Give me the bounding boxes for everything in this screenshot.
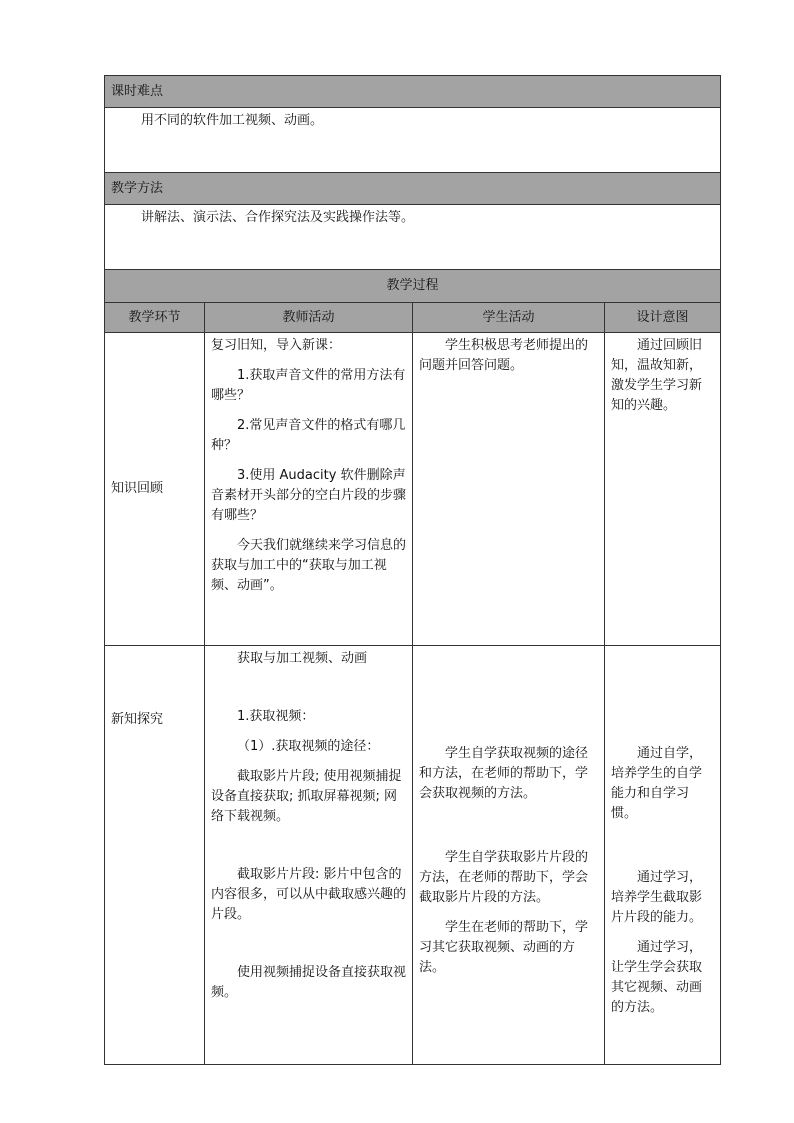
teacher-line: （1）.获取视频的途径： — [237, 739, 380, 754]
student-line: 学生自学获取影片片段的方法，在老师的帮助下，学会截取影片片段的方法。 — [419, 850, 589, 905]
teacher-line: 复习旧知，导入新课： — [211, 338, 342, 353]
intent-review — [605, 333, 721, 646]
teacher-activity-review — [205, 333, 413, 646]
column-header-intent: 设计意图 — [605, 303, 721, 333]
intent-line: 通过学习，让学生学会获取其它视频、动画的方法。 — [611, 940, 703, 1015]
stage-review: 知识回顾 — [105, 333, 205, 646]
column-header-row — [105, 303, 721, 333]
column-header-stage: 教学环节 — [105, 303, 205, 333]
difficulty-title: 课时难点 — [105, 76, 721, 108]
student-activity-review — [413, 333, 605, 646]
teacher-line: 获取与加工视频、动画 — [237, 651, 368, 666]
method-text: 讲解法、演示法、合作探究法及实践操作法等。 — [105, 205, 721, 270]
column-header-teacher: 教师活动 — [205, 303, 413, 333]
teacher-line: 2.常见声音文件的格式有哪几种？ — [211, 418, 406, 453]
teacher-line: 1.获取视频： — [237, 709, 315, 724]
student-activity-explore — [413, 646, 605, 1065]
teacher-activity-explore — [205, 646, 413, 1065]
teacher-line: 今天我们就继续来学习信息的获取与加工中的“获取与加工视频、动画”。 — [211, 538, 407, 593]
intent-line: 通过自学，培养学生的自学能力和自学习惯。 — [611, 746, 703, 821]
teacher-line: 截取影片片段: 影片中包含的内容很多，可以从中截取感兴趣的片段。 — [211, 867, 407, 922]
teacher-line: 1.获取声音文件的常用方法有哪些？ — [211, 368, 406, 403]
table-row-review — [105, 333, 721, 646]
stage-explore: 新知探究 — [105, 646, 205, 1065]
difficulty-header-row — [105, 76, 721, 108]
method-header-row — [105, 173, 721, 205]
table-row-explore — [105, 646, 721, 1065]
teacher-line: 3.使用 Audacity 软件删除声音素材开头部分的空白片段的步骤有哪些？ — [211, 468, 407, 523]
intent-line: 通过回顾旧知，温故知新，激发学生学习新知的兴趣。 — [611, 338, 703, 413]
method-body-row — [105, 205, 721, 270]
difficulty-text: 用不同的软件加工视频、动画。 — [105, 108, 721, 173]
column-header-student: 学生活动 — [413, 303, 605, 333]
intent-explore — [605, 646, 721, 1065]
process-header-row — [105, 270, 721, 303]
student-line: 学生在老师的帮助下，学习其它获取视频、动画的方法。 — [419, 920, 589, 975]
teacher-line: 截取影片片段; 使用视频捕捉设备直接获取; 抓取屏幕视频; 网络下载视频。 — [211, 769, 402, 824]
intent-line: 通过学习，培养学生截取影片片段的能力。 — [611, 870, 703, 925]
student-line: 学生自学获取视频的途径和方法，在老师的帮助下，学会获取视频的方法。 — [419, 746, 589, 801]
method-title: 教学方法 — [105, 173, 721, 205]
teacher-line: 使用视频捕捉设备直接获取视频。 — [211, 965, 407, 1000]
lesson-plan-table — [104, 75, 721, 1065]
process-title: 教学过程 — [105, 270, 721, 303]
difficulty-body-row — [105, 108, 721, 173]
student-line: 学生积极思考老师提出的问题并回答问题。 — [419, 338, 589, 373]
